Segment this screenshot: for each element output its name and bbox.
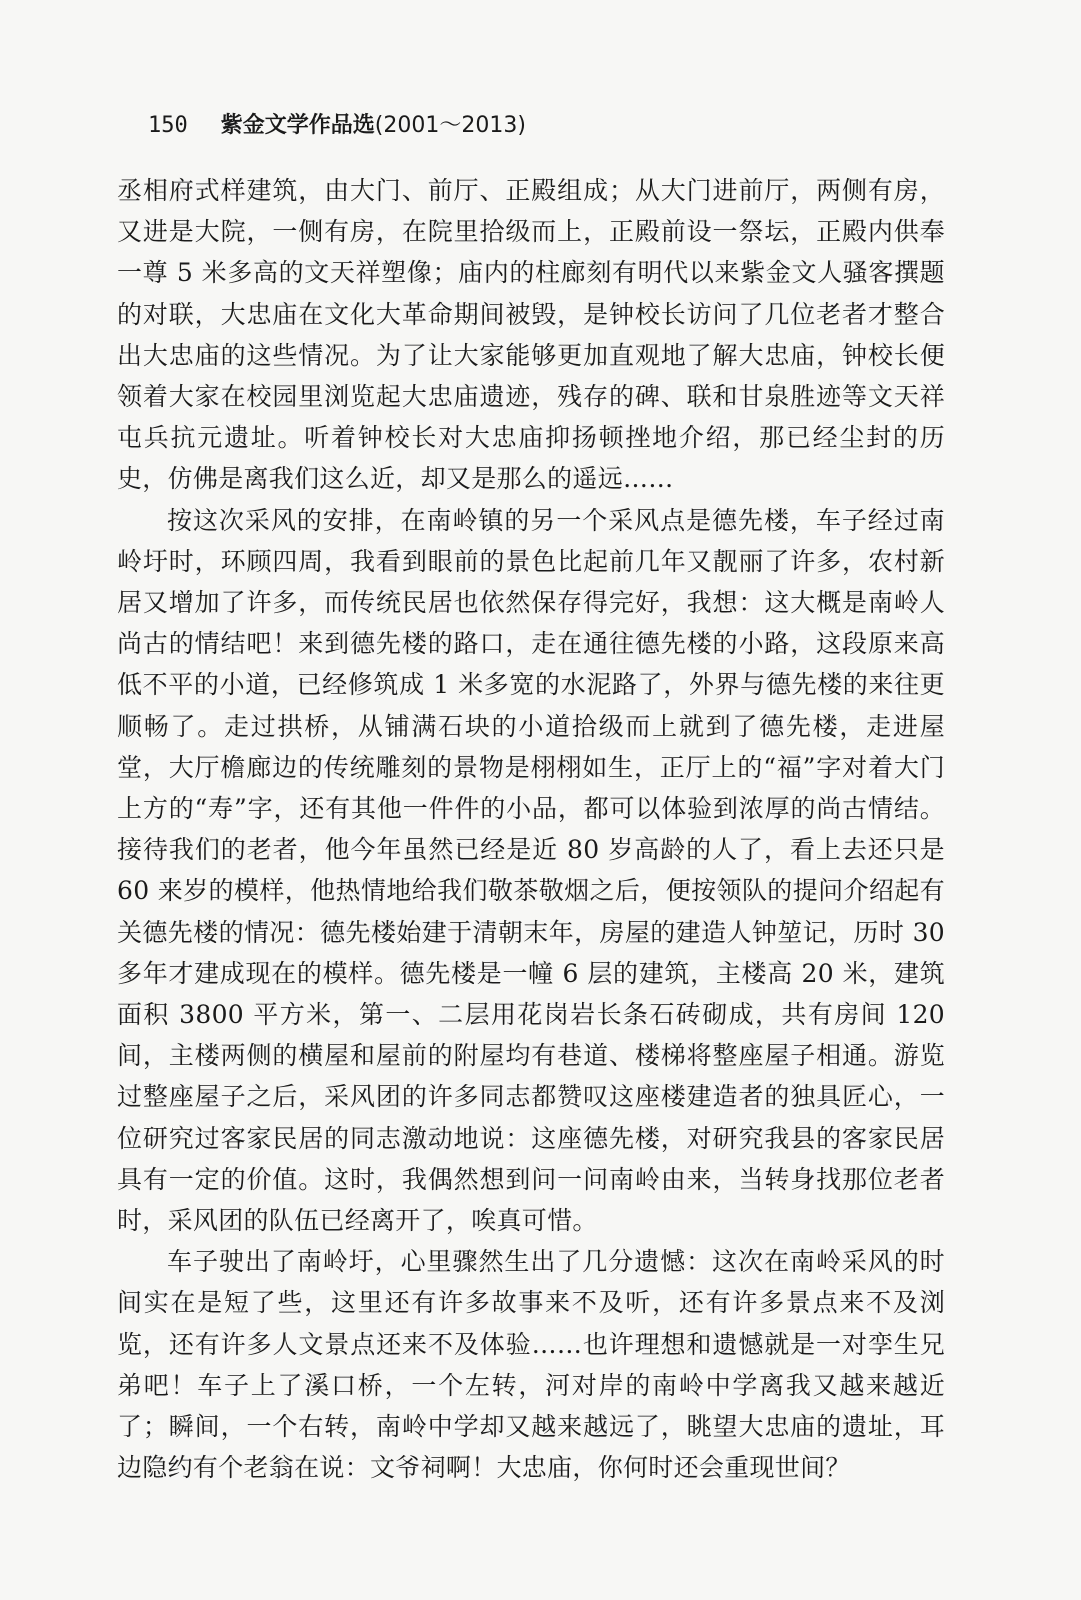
paragraph-dexian-building: 按这次采风的安排，在南岭镇的另一个采风点是德先楼，车子经过南岭圩时，环顾四周，我看到眼前的景色比起前几年又靓丽了许多，农村新居又增加了许多，而传统民居也依然保存得完好，我想：这大概是南岭人尚古的情结吧！来到德先楼的路口，走在通往德先楼的小路，这段原来高低不平的小道，已经修筑成 1 米多宽的水泥路了，外界与德先楼的来往更顺畅了。走过拱桥，从铺满石块的小道拾级而上就到了德先楼，走进屋堂，大厅檐廊边的传统雕刻的景物是栩栩如生，正厅上的“福”字对着大门上方的“寿”字，还有其他一件件的小品，都可以体验到浓厚的尚古情结。接待我们的老者，他今年虽然已经是近 80 岁高龄的人了，看上去还只是 60 来岁的模样，他热情地给我们敬茶敬烟之后，便按领队的提问介绍起有关德先楼的情况：德先楼始建于清朝末年，房屋的建造人钟堃记，历时 30 多年才建成现在的模样。德先楼是一幢 6 层的建筑，主楼高 20 米，建筑面积 3800 平方米，第一、二层用花岗岩长条石砖砌成，共有房间 120 间，主楼两侧的横屋和屋前的附屋均有巷道、楼梯将整座屋子相通。游览过整座屋子之后，采风团的许多同志都赞叹这座楼建造者的独具匠心，一位研究过客家民居的同志激动地说：这座德先楼，对研究我县的客家民居具有一定的价值。这时，我偶然想到问一问南岭由来，当转身找那位老者时，采风团的队伍已经离开了，唉真可惜。	[117, 505, 945, 1236]
running-header	[148, 110, 526, 142]
page-number: 150	[148, 113, 188, 138]
book-title: 紫金文学作品选	[220, 113, 375, 138]
body-text	[117, 170, 945, 1489]
paragraph-continued: 丞相府式样建筑，由大门、前厅、正殿组成；从大门进前厅，两侧有房，又进是大院，一侧有房，在院里拾级而上，正殿前设一祭坛，正殿内供奉一尊 5 米多高的文天祥塑像；庙内的柱廊刻有明代以来紫金文人骚客撰题的对联，大忠庙在文化大革命期间被毁，是钟校长访问了几位老者才整合出大忠庙的这些情况。为了让大家能够更加直观地了解大忠庙，钟校长便领着大家在校园里浏览起大忠庙遗迹，残存的碑、联和甘泉胜迹等文天祥屯兵抗元遗址。听着钟校长对大忠庙抑扬顿挫地介绍，那已经尘封的历史，仿佛是离我们这么近，却又是那么的遥远……	[117, 176, 945, 494]
book-years: (2001～2013)	[374, 113, 526, 138]
paragraph-departure: 车子驶出了南岭圩，心里骤然生出了几分遗憾：这次在南岭采风的时间实在是短了些，这里还有许多故事来不及听，还有许多景点来不及浏览，还有许多人文景点还来不及体验……也许理想和遗憾就是一对孪生兄弟吧！车子上了溪口桥，一个左转，河对岸的南岭中学离我又越来越近了；瞬间，一个右转，南岭中学却又越来越远了，眺望大忠庙的遗址，耳边隐约有个老翁在说：文爷祠啊！大忠庙，你何时还会重现世间？	[117, 1247, 945, 1483]
